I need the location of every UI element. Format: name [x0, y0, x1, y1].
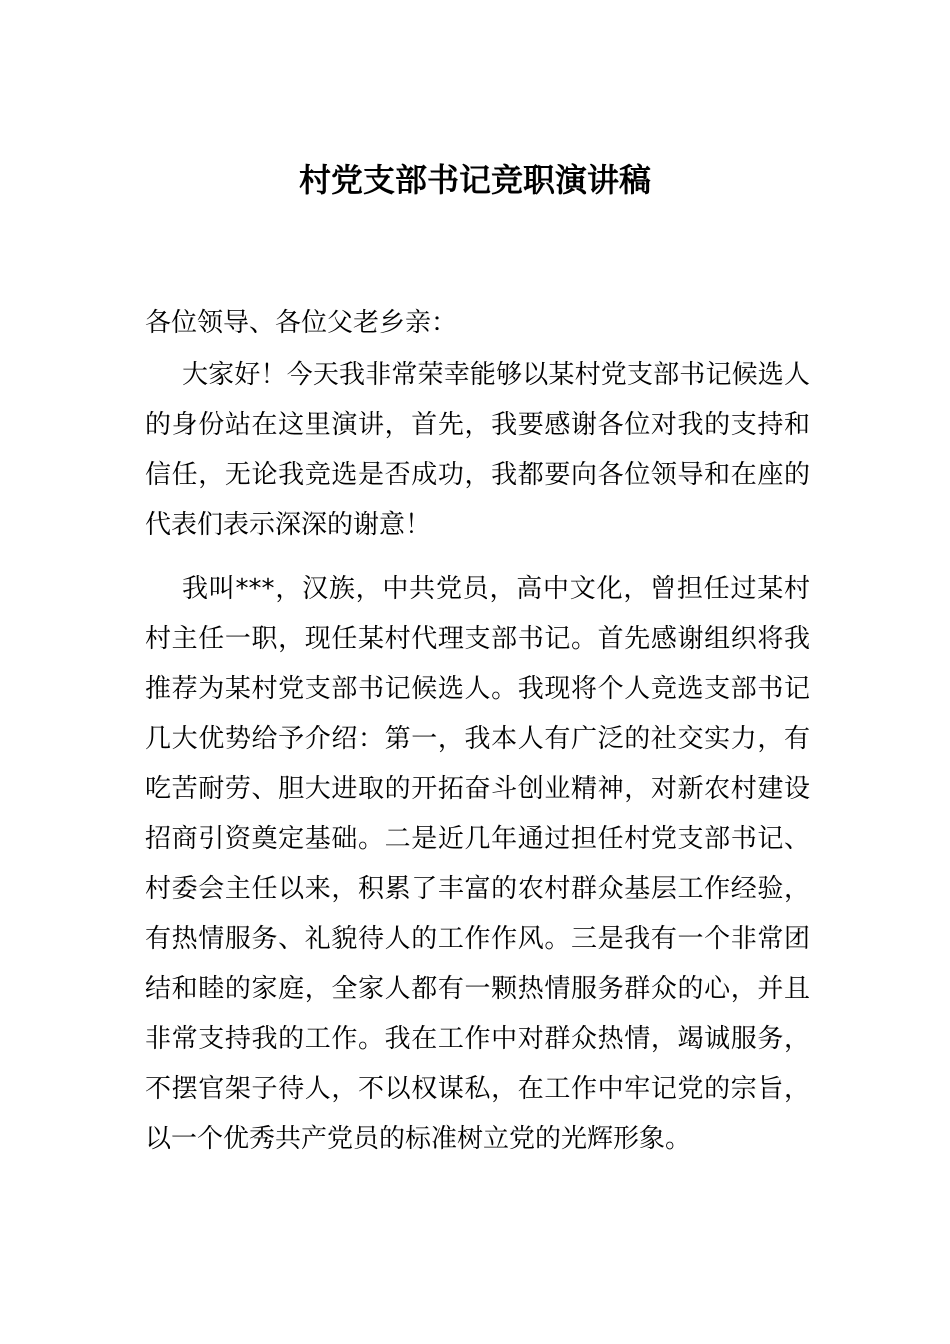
paragraph-line: 村主任一职，现任某村代理支部书记。首先感谢组织将我 — [145, 624, 810, 654]
paragraph-line: 推荐为某村党支部书记候选人。我现将个人竞选支部书记 — [145, 674, 810, 704]
paragraph-line: 招商引资奠定基础。二是近几年通过担任村党支部书记、 — [145, 824, 810, 854]
paragraph-greeting — [145, 350, 810, 550]
paragraph-line: 以一个优秀共产党员的标准树立党的光辉形象。 — [145, 1124, 692, 1154]
paragraph-line: 有热情服务、礼貌待人的工作作风。三是我有一个非常团 — [145, 924, 810, 954]
paragraph-introduction — [145, 564, 810, 1164]
salutation: 各位领导、各位父老乡亲： — [145, 308, 458, 338]
paragraph-line: 的身份站在这里演讲，首先，我要感谢各位对我的支持和 — [145, 410, 810, 440]
paragraph-line: 非常支持我的工作。我在工作中对群众热情，竭诚服务， — [145, 1024, 810, 1054]
paragraph-line: 代表们表示深深的谢意！ — [145, 510, 432, 540]
paragraph-line: 结和睦的家庭，全家人都有一颗热情服务群众的心，并且 — [145, 974, 810, 1004]
paragraph-line: 几大优势给予介绍：第一，我本人有广泛的社交实力，有 — [145, 724, 810, 754]
paragraph-line: 不摆官架子待人，不以权谋私，在工作中牢记党的宗旨， — [145, 1074, 810, 1104]
paragraph-line: 我叫***，汉族，中共党员，高中文化，曾担任过某村 — [182, 574, 810, 604]
document-body — [145, 298, 810, 1178]
paragraph-line: 吃苦耐劳、胆大进取的开拓奋斗创业精神，对新农村建设 — [145, 774, 810, 804]
paragraph-line: 大家好！今天我非常荣幸能够以某村党支部书记候选人 — [182, 360, 810, 390]
paragraph-line: 信任，无论我竞选是否成功，我都要向各位领导和在座的 — [145, 460, 810, 490]
document-title: 村党支部书记竞职演讲稿 — [298, 161, 651, 199]
paragraph-line: 村委会主任以来，积累了丰富的农村群众基层工作经验， — [145, 874, 810, 904]
